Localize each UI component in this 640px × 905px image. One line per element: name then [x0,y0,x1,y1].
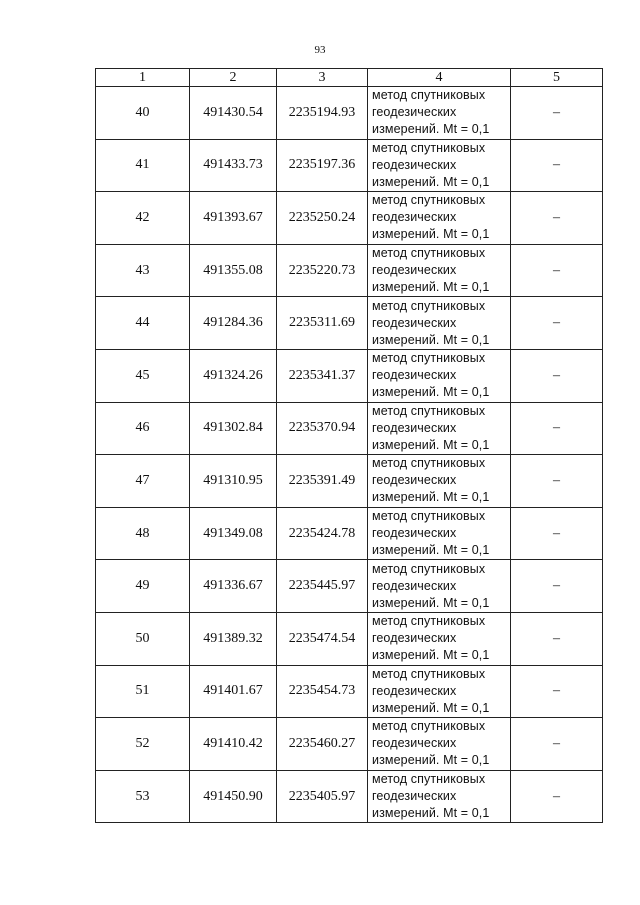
method-text-line: геодезических [372,420,457,435]
y-coordinate-cell: 2235445.97 [277,560,368,613]
column-header-3: 3 [277,69,368,87]
method-text-line: геодезических [372,526,457,541]
method-text-line: метод спутниковых [372,614,486,629]
note-cell: – [511,455,603,508]
table-row [96,297,603,350]
x-coordinate-cell: 491401.67 [190,665,277,718]
method-text-line: геодезических [372,578,457,593]
column-header-2: 2 [190,69,277,87]
column-header-5: 5 [511,69,603,87]
method-cell [368,349,511,402]
method-text-line: измерений. Mt = 0,1 [372,280,490,295]
x-coordinate-cell: 491389.32 [190,612,277,665]
method-text-line: измерений. Mt = 0,1 [372,332,490,347]
method-text-line: измерений. Mt = 0,1 [372,648,490,663]
x-coordinate-cell: 491302.84 [190,402,277,455]
method-text-line: геодезических [372,263,457,278]
method-text-line: измерений. Mt = 0,1 [372,122,490,137]
y-coordinate-cell: 2235454.73 [277,665,368,718]
method-cell [368,87,511,140]
note-cell: – [511,87,603,140]
point-number-cell: 51 [96,665,190,718]
table-row [96,455,603,508]
method-text-line: измерений. Mt = 0,1 [372,543,490,558]
note-cell: – [511,192,603,245]
note-cell: – [511,612,603,665]
point-number-cell: 53 [96,770,190,823]
x-coordinate-cell: 491324.26 [190,349,277,402]
method-cell [368,297,511,350]
y-coordinate-cell: 2235460.27 [277,718,368,771]
method-cell [368,665,511,718]
method-text-line: метод спутниковых [372,246,486,261]
method-text-line: метод спутниковых [372,351,486,366]
y-coordinate-cell: 2235341.37 [277,349,368,402]
y-coordinate-cell: 2235250.24 [277,192,368,245]
note-cell: – [511,560,603,613]
table-row [96,349,603,402]
point-number-cell: 43 [96,244,190,297]
y-coordinate-cell: 2235405.97 [277,770,368,823]
table-row [96,192,603,245]
y-coordinate-cell: 2235197.36 [277,139,368,192]
table-row [96,244,603,297]
note-cell: – [511,770,603,823]
y-coordinate-cell: 2235220.73 [277,244,368,297]
method-text-line: геодезических [372,473,457,488]
point-number-cell: 41 [96,139,190,192]
method-cell [368,770,511,823]
method-cell [368,192,511,245]
point-number-cell: 52 [96,718,190,771]
method-cell [368,507,511,560]
point-number-cell: 44 [96,297,190,350]
point-number-cell: 46 [96,402,190,455]
method-text-line: геодезических [372,368,457,383]
y-coordinate-cell: 2235311.69 [277,297,368,350]
method-cell [368,718,511,771]
point-number-cell: 42 [96,192,190,245]
x-coordinate-cell: 491430.54 [190,87,277,140]
method-text-line: измерений. Mt = 0,1 [372,437,490,452]
x-coordinate-cell: 491355.08 [190,244,277,297]
x-coordinate-cell: 491450.90 [190,770,277,823]
point-number-cell: 50 [96,612,190,665]
method-text-line: метод спутниковых [372,193,486,208]
y-coordinate-cell: 2235370.94 [277,402,368,455]
method-text-line: геодезических [372,315,457,330]
method-text-line: метод спутниковых [372,140,486,155]
method-text-line: измерений. Mt = 0,1 [372,174,490,189]
note-cell: – [511,349,603,402]
method-text-line: измерений. Mt = 0,1 [372,595,490,610]
x-coordinate-cell: 491310.95 [190,455,277,508]
coordinates-table [95,68,603,823]
table-row [96,507,603,560]
note-cell: – [511,507,603,560]
column-header-1: 1 [96,69,190,87]
table-row [96,665,603,718]
x-coordinate-cell: 491284.36 [190,297,277,350]
point-number-cell: 49 [96,560,190,613]
method-text-line: метод спутниковых [372,456,486,471]
method-text-line: геодезических [372,736,457,751]
method-text-line: измерений. Mt = 0,1 [372,227,490,242]
table-header [96,69,603,87]
x-coordinate-cell: 491393.67 [190,192,277,245]
note-cell: – [511,244,603,297]
method-cell [368,560,511,613]
point-number-cell: 48 [96,507,190,560]
x-coordinate-cell: 491433.73 [190,139,277,192]
y-coordinate-cell: 2235474.54 [277,612,368,665]
method-cell [368,402,511,455]
method-text-line: метод спутниковых [372,403,486,418]
table-row [96,402,603,455]
table-row [96,139,603,192]
method-text-line: геодезических [372,631,457,646]
method-cell [368,139,511,192]
method-text-line: метод спутниковых [372,666,486,681]
note-cell: – [511,402,603,455]
method-text-line: метод спутниковых [372,509,486,524]
note-cell: – [511,665,603,718]
method-text-line: измерений. Mt = 0,1 [372,385,490,400]
y-coordinate-cell: 2235194.93 [277,87,368,140]
method-text-line: метод спутниковых [372,719,486,734]
table-row [96,560,603,613]
method-text-line: измерений. Mt = 0,1 [372,806,490,821]
note-cell: – [511,718,603,771]
method-text-line: измерений. Mt = 0,1 [372,753,490,768]
method-text-line: геодезических [372,157,457,172]
x-coordinate-cell: 491336.67 [190,560,277,613]
method-text-line: метод спутниковых [372,561,486,576]
point-number-cell: 47 [96,455,190,508]
method-cell [368,244,511,297]
table-row [96,612,603,665]
table-row [96,770,603,823]
header-row [96,69,603,87]
method-text-line: измерений. Mt = 0,1 [372,700,490,715]
point-number-cell: 45 [96,349,190,402]
column-header-4: 4 [368,69,511,87]
method-text-line: метод спутниковых [372,772,486,787]
note-cell: – [511,139,603,192]
table-row [96,87,603,140]
method-text-line: метод спутниковых [372,88,486,103]
table-row [96,718,603,771]
point-number-cell: 40 [96,87,190,140]
method-text-line: измерений. Mt = 0,1 [372,490,490,505]
x-coordinate-cell: 491349.08 [190,507,277,560]
method-text-line: геодезических [372,105,457,120]
method-cell [368,455,511,508]
note-cell: – [511,297,603,350]
table-body [96,87,603,823]
y-coordinate-cell: 2235424.78 [277,507,368,560]
method-text-line: геодезических [372,683,457,698]
method-cell [368,612,511,665]
y-coordinate-cell: 2235391.49 [277,455,368,508]
x-coordinate-cell: 491410.42 [190,718,277,771]
method-text-line: метод спутниковых [372,298,486,313]
page-number: 93 [314,44,326,56]
method-text-line: геодезических [372,789,457,804]
method-text-line: геодезических [372,210,457,225]
